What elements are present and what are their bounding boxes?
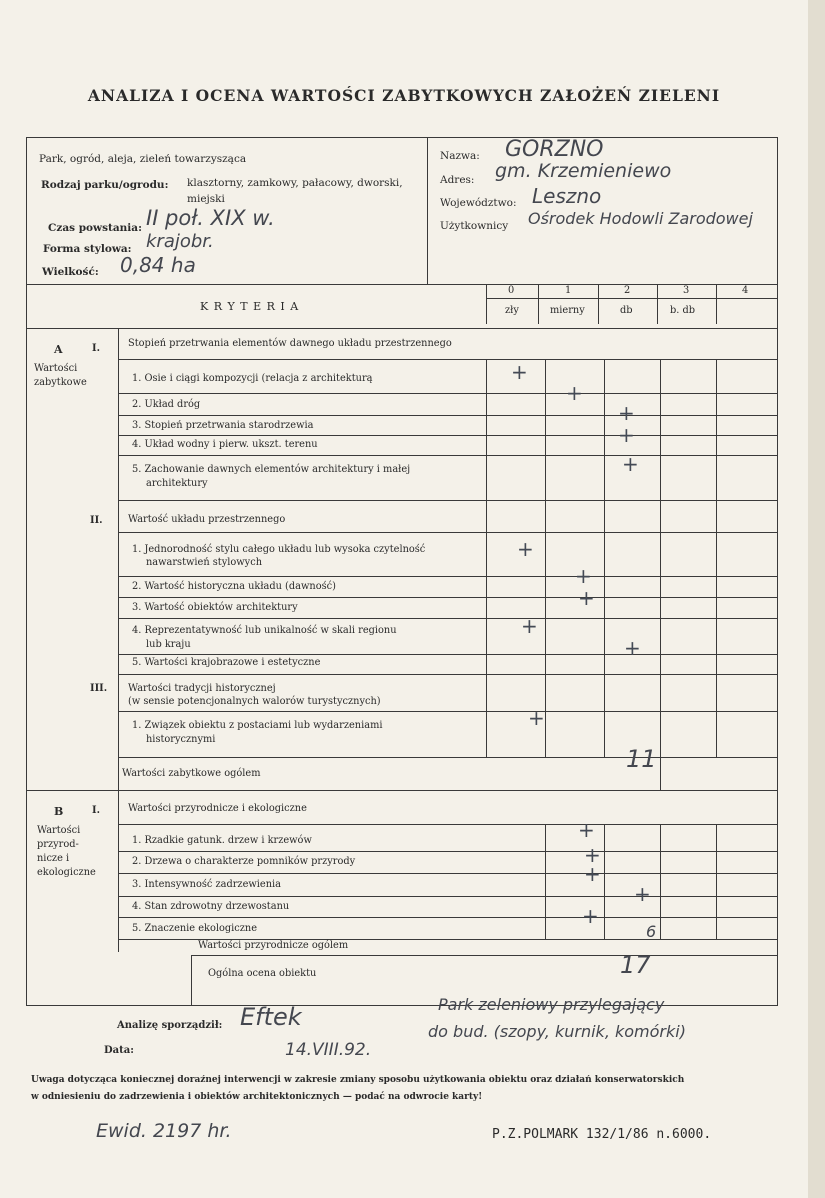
note-line-1: Park zeleniowy przylegający [438,995,665,1014]
kind-label: Rodzaj parku/ogrodu: [41,179,169,191]
total-value: 17 [620,951,651,979]
users-value: Ośrodek Hodowli Zarodowej [528,209,753,228]
row-line [118,455,777,456]
score-col-4-line [716,284,717,324]
score-word-0: zły [505,305,519,316]
table-top-line [26,284,778,285]
row-line [118,757,777,758]
score-col-1-line [538,284,539,324]
score-col-3-line [657,284,658,324]
voivodeship-value: Leszno [532,184,602,208]
score-mark: + [511,360,528,384]
row-a1-3: 3. Stopień przetrwania starodrzewia [132,420,314,431]
row-line [118,674,777,675]
score-mark: + [618,423,635,447]
group-a3-title-1: Wartości tradycji historycznej [128,683,276,694]
score-col-0-line [486,284,487,324]
row-a1-4: 4. Układ wodny i pierw. ukszt. terenu [132,439,318,450]
name-label: Nazwa: [440,150,480,162]
row-a3-1a: 1. Związek obiektu z postaciami lub wydarzeniami [132,720,383,731]
style-value: krajobr. [146,231,214,252]
a2-title-line [118,532,777,533]
score-word-1: mierny [550,305,585,316]
grid-col-line [716,824,717,939]
section-b-name-1: Wartości [37,825,81,836]
group-a2-title: Wartość układu przestrzennego [128,514,286,525]
score-mark: + [584,862,601,886]
grid-col-line [545,824,546,939]
row-b1-3: 3. Intensywność zadrzewienia [132,879,281,890]
table-bottom-line [26,1005,191,1006]
a3-title-line [118,711,777,712]
note-line-2: do bud. (szopy, kurnik, komórki) [428,1022,686,1041]
users-label: Użytkownicy [440,220,509,232]
kind-options-2: miejski [187,193,225,205]
row-a2-5: 5. Wartości krajobrazowe i estetyczne [132,657,321,668]
score-mark: + [575,564,592,588]
score-mark: + [584,843,601,867]
section-a-bottom [26,790,778,791]
row-a1-1: 1. Osie i ciągi kompozycji (relacja z architekturą [132,373,373,384]
score-num-2: 2 [624,285,631,296]
address-value: gm. Krzemieniewo [495,160,672,182]
group-b1-title: Wartości przyrodnicze i ekologiczne [128,803,307,814]
sum-a-divider [660,757,661,790]
group-a1-title: Stopień przetrwania elementów dawnego układu przestrzennego [128,338,452,349]
group-b1-num: I. [92,805,100,816]
header-left-line [26,137,27,293]
registry-number: Ewid. 2197 hr. [96,1120,232,1142]
prepared-label: Analizę sporządził: [117,1020,223,1031]
row-b1-2: 2. Drzewa o charakterze pomników przyrody [132,856,356,867]
sum-a-label: Wartości zabytkowe ogólem [122,768,261,779]
warning-line-1: Uwaga dotycząca koniecznej doraźnej interwencji w zakresie zmiany sposobu użytkowania obiektu oraz działań konserwatorskich [31,1075,685,1085]
grid-col-line [604,359,605,757]
criteria-header-bottom [26,328,778,329]
row-a2-1a: 1. Jednorodność stylu całego układu lub wysoka czytelność [132,544,426,555]
sum-b-label: Wartości przyrodnicze ogólem [198,940,349,951]
header-divider [427,137,428,284]
section-b-name-2: przyrod- [37,839,79,850]
row-a1-5a: 5. Zachowanie dawnych elementów architektury i małej [132,464,411,475]
score-mark: + [517,537,534,561]
row-b1-1: 1. Rzadkie gatunk. drzew i krzewów [132,835,312,846]
grid-col-line [604,824,605,939]
row-a2-4b: lub kraju [146,639,191,650]
grid-col-line [660,359,661,757]
section-a-name-2: zabytkowe [34,377,87,388]
row-line [118,435,777,436]
grid-col-line [716,359,717,757]
score-num-0: 0 [508,285,515,296]
section-b-name-4: ekologiczne [37,867,96,878]
created-label: Czas powstania: [48,222,142,234]
row-line [118,500,777,501]
section-a-name-1: Wartości [34,363,78,374]
style-label: Forma stylowa: [43,243,132,255]
row-line [118,597,777,598]
voivodeship-label: Województwo: [440,197,517,209]
grid-col-line [660,824,661,939]
score-mark: + [634,882,651,906]
group-a1-num: I. [92,343,100,354]
signature: Eftek [240,1003,302,1031]
row-a2-4a: 4. Reprezentatywność lub unikalność w skali regionu [132,625,397,636]
score-num-4: 4 [742,285,749,296]
table-left-line [26,284,27,1006]
score-mark: + [566,381,583,405]
row-line [118,896,777,897]
document-title: ANALIZA I OCENA WARTOŚCI ZABYTKOWYCH ZAŁOŻEŃ ZIELENI [87,86,721,105]
row-a2-1b: nawarstwień stylowych [146,557,263,568]
size-label: Wielkość: [42,266,99,278]
score-mark: + [578,818,595,842]
date-label: Data: [104,1045,134,1056]
name-value: GORZNO [505,137,604,162]
sum-b-value: 6 [646,922,657,941]
a1-title-line [118,359,777,360]
score-mark: + [582,904,599,928]
score-mark: + [528,706,545,730]
row-b1-5: 5. Znaczenie ekologiczne [132,923,258,934]
row-line [118,873,777,874]
row-a2-2: 2. Wartość historyczna układu (dawność) [132,581,336,592]
size-value: 0,84 ha [120,253,196,277]
score-mark: + [618,401,635,425]
row-line [118,393,777,394]
criteria-label: K R Y T E R I A [200,300,300,313]
criteria-region-line-b [118,790,119,952]
criteria-region-line-a [118,328,119,790]
score-word-2: db [620,305,633,316]
row-line [118,851,777,852]
total-box-left [191,955,192,1005]
section-b-name-3: nicze i [37,853,70,864]
grid-col-line [486,359,487,757]
group-a3-title-2: (w sensie potencjonalnych walorów turystycznych) [128,696,381,707]
sum-a-value: 11 [626,745,657,773]
row-line [118,654,777,655]
score-mark: + [624,636,641,660]
total-label: Ogólna ocena obiektu [208,968,317,979]
page-edge [808,0,825,1198]
row-line [118,415,777,416]
group-a3-num: III. [90,683,108,694]
b1-title-line [118,824,777,825]
date-value: 14.VIII.92. [285,1040,372,1060]
score-col-2-line [598,284,599,324]
printer-mark: P.Z.POLMARK 132/1/86 n.6000. [492,1127,712,1142]
header-right-line [777,137,778,293]
row-line [118,576,777,577]
score-word-3: b. db [670,305,696,316]
warning-line-2: w odniesieniu do zadrzewienia i obiektów architektonicznych — podać na odwrocie karty! [31,1092,483,1102]
section-a-letter: A [54,343,63,356]
sum-b-line [191,955,778,956]
created-value: II poł. XIX w. [146,206,275,230]
row-a1-5b: architektury [146,478,208,489]
table-right-line [777,284,778,1006]
section-b-letter: B [54,805,64,818]
score-mark: + [622,452,639,476]
kind-options-1: klasztorny, zamkowy, pałacowy, dworski, [187,177,403,189]
score-mark: + [578,586,595,610]
row-line [118,917,777,918]
group-a2-num: II. [90,515,103,526]
header-top-line [26,137,778,138]
row-a1-2: 2. Układ dróg [132,399,201,410]
score-num-1: 1 [565,285,572,296]
score-header-mid-line [486,298,777,299]
score-mark: + [521,614,538,638]
score-num-3: 3 [683,285,690,296]
address-label: Adres: [440,174,475,186]
grid-col-line [545,359,546,757]
row-a3-1b: historycznymi [146,734,216,745]
row-b1-4: 4. Stan zdrowotny drzewostanu [132,901,290,912]
row-a2-3: 3. Wartość obiektów architektury [132,602,298,613]
row-line [118,618,777,619]
park-type-label: Park, ogród, aleja, zieleń towarzysząca [39,153,247,165]
